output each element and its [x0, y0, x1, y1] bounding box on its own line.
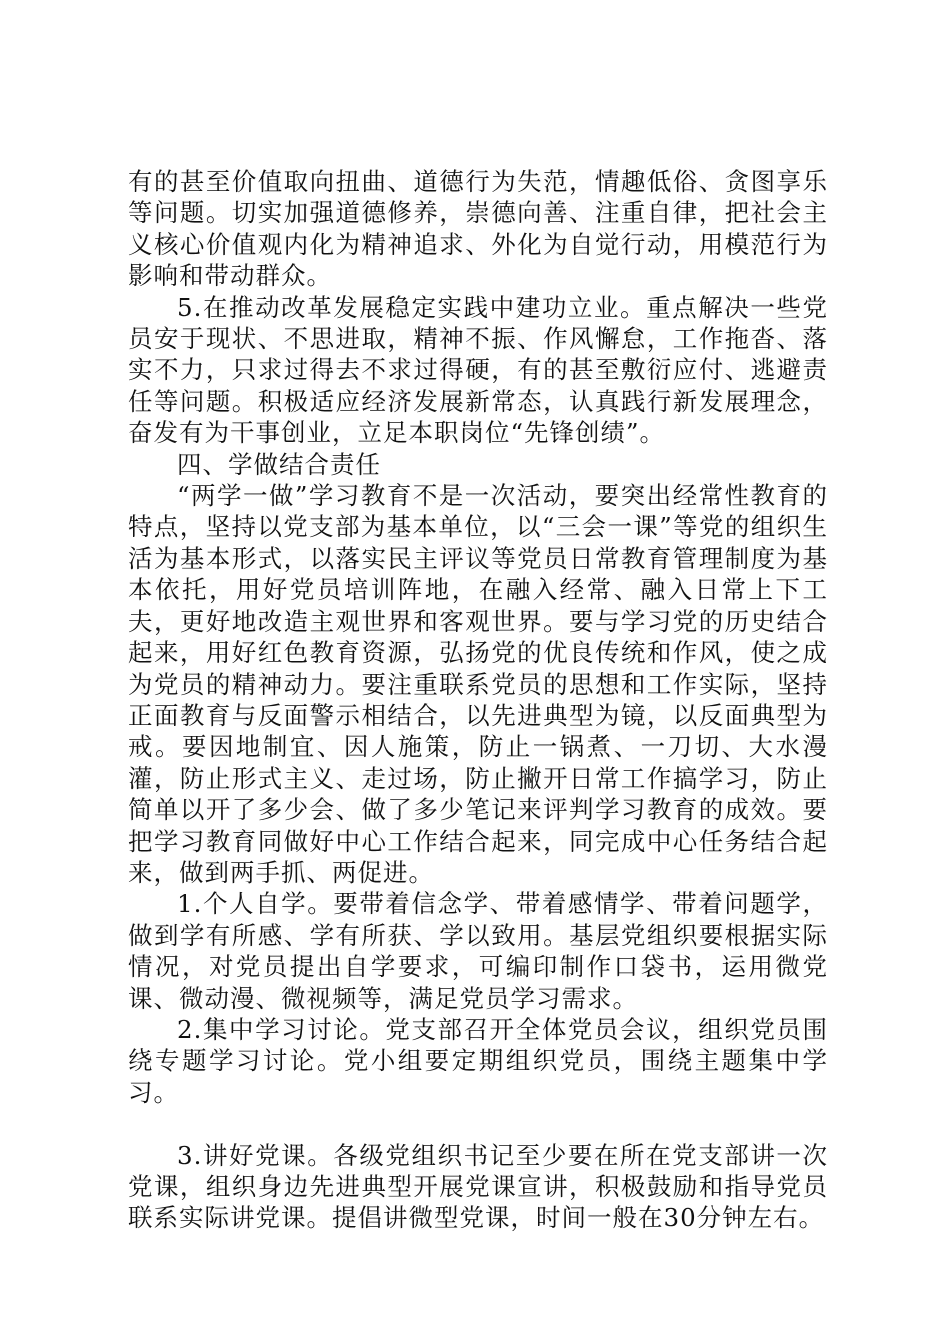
paragraph-item-5: 5.在推动改革发展稳定实践中建功立业。重点解决一些党员安于现状、不思进取，精神不振、作风懈怠，工作拖沓、落实不力，只求过得去不求过得硬，有的甚至敷衍应付、逃避责任等问题。积极适应经济发展新常态，认真践行新发展理念，奋发有为干事创业，立足本职岗位“先锋创绩”。 [128, 292, 828, 448]
paragraph-item-1: 1.个人自学。要带着信念学、带着感情学、带着问题学，做到学有所感、学有所获、学以致用。基层党组织要根据实际情况，对党员提出自学要求，可编印制作口袋书，运用微党课、微动漫、微视频等，满足党员学习需求。 [128, 889, 828, 1013]
section-heading: 四、学做结合责任 [177, 449, 381, 479]
paragraph-section-body: “两学一做”学习教育不是一次活动，要突出经常性教育的特点，坚持以党支部为基本单位，以“三会一课”等党的组织生活为基本形式，以落实民主评议等党员日常教育管理制度为基本依托，用好党员培训阵地，在融入经常、融入日常上下工夫，更好地改造主观世界和客观世界。要与学习党的历史结合起来，用好红色教育资源，弘扬党的优良传统和作风，使之成为党员的精神动力。要注重联系党员的思想和工作实际，坚持正面教育与反面警示相结合，以先进典型为镜，以反面典型为戒。要因地制宜、因人施策，防止一锅煮、一刀切、大水漫灌，防止形式主义、走过场，防止撇开日常工作搞学习，防止简单以开了多少会、做了多少笔记来评判学习教育的成效。要把学习教育同做好中心工作结合起来，同完成中心任务结合起来，做到两手抓、两促进。 [128, 481, 828, 887]
paragraph-continuation: 有的甚至价值取向扭曲、道德行为失范，情趣低俗、贪图享乐等问题。切实加强道德修养，崇德向善、注重自律，把社会主义核心价值观内化为精神追求、外化为自觉行动，用模范行为影响和带动群众。 [128, 167, 828, 291]
document-body [128, 166, 828, 1234]
paragraph-item-2: 2.集中学习讨论。党支部召开全体党员会议，组织党员围绕专题学习讨论。党小组要定期组织党员，围绕主题集中学习。 [128, 1014, 828, 1107]
paragraph-item-3: 3.讲好党课。各级党组织书记至少要在所在党支部讲一次党课，组织身边先进典型开展党课宣讲，积极鼓励和指导党员联系实际讲党课。提倡讲微型党课，时间一般在30分钟左右。 [128, 1140, 828, 1233]
